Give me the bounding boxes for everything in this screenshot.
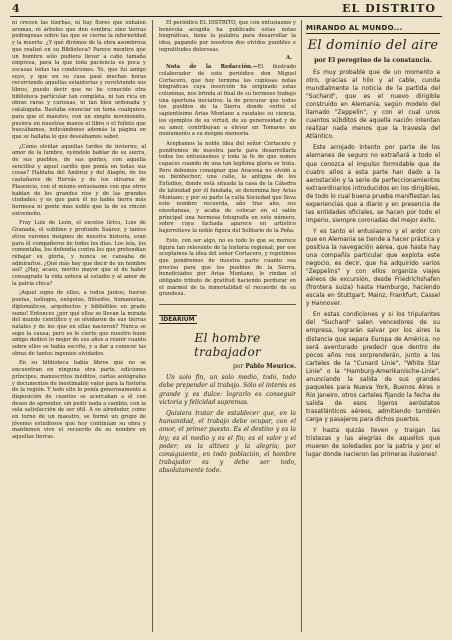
- article-title-dominio-aire: El dominio del aire: [307, 38, 439, 53]
- section-divider: [159, 304, 296, 305]
- col3-paragraph: Este arrojado intento por parte de los alemanes de seguro no extrañará a todo el que conozca el impulso formidable que de cuatro años a esta parte han dado a la aerostación y la serie de perfeccionamientos extraordinarios introducidos en los dirigibles, de todo lo cual buena prueba manifiestan las experiencias que a diario y en presencia de las entidades oficiales, se hacen por todo el imperio, siempre coronadas del mejor éxito.: [306, 145, 440, 224]
- editorial-note-body: El ilustrado colaborador de este periódico don Miguel Cortacero, que hoy termina las copiosas notas biográficas cuya inserción ha originado estas columnas, nos brinda al final de su hermoso trabajo una oportuna iniciativa: la de procurar que todos los pueblos de la Sierra donde vertió el sapientísimo Arias Montano a raudales su ciencia, los ejemplos de su virtud, de su generosidad y de su amor, contribuyan a elevar en Tomares un monumento a su insigne memoria.: [159, 64, 296, 138]
- col1-paragraph: ni crecen las hierbas, ni hay flores que exhalen aromas, ni árboles que den sombra; sino tierras pedregosas sobre las que se cierne la inferioridad y la muerte. ¿Y qué dirémos de la obra asombrosa que realizó en su Biblioteca? Parece mentira que un hombre solo pudiera llevar a cabo tamaña empresa, para la que toda paciencia es poca y escasas todas las condiciones. Yo, que fuí amigo suyo, y que en su casa pasé muchas horas recorriendo aquellas estanterías y revolviendo sus libros, puedo decir que no he conocido otra biblioteca particular tan completa, ni tan rica en obras raras y curiosas, ni tan bien ordenada y catalogada. Bastaba enunciar un tema cualquiera para que el maestro, con un simple movimiento, pusiera en nuestras manos el libro o el folleto que buscábamos, indicándonos además la página en que se hallaba lo que deseábamos saber.: [12, 20, 146, 140]
- mirando-kicker: MIRANDO AL MUNDO...: [306, 24, 440, 34]
- column-2: [159, 20, 296, 632]
- col2-signature: A.: [286, 54, 292, 61]
- column-3: [306, 20, 440, 632]
- byline-prefix: por: [232, 363, 244, 371]
- col3-paragraph: Y hasta quizás lleven y traigan las tristezas y las alegrías de aquellos que mueren de soledades por la patria y por el lugar donde nacieron las primeras ilusiones!: [306, 428, 440, 459]
- idearium-quote: Un solo fin, un solo medio, todo, todo debe prepender al trabajo. Sólo el interés es grande y es dulce: lograrlo es conseguir victoria y felicidad supremas.: [159, 374, 296, 406]
- col3-paragraph: En estas condiciones y si los tripulantes del "Suchard" salen vencedores de su empresa, lograrán salvar por los aires la distancia que separa Europa de América, no será aventurado predecir que dentro de pocos años nos sorprenderán, junto a los carteles de la "Cunard Linie", "White Star Linie" o la "Hamburg-Amerikanische-Linie", anunciando la salida de sus grandes paquetes para Nueva York, Buenos Aires o Río Janeiro, otros carteles fijando la fecha de salida de esos ligeros aeróstatos trasatlánticos aéreos, admitiendo también carga y pasajeros para dichos puertos.: [306, 312, 440, 423]
- article-byline: [159, 363, 296, 370]
- col2-intro-paragraph: El periódico EL DISTRITO, que con entusiasmo y benévola acogida ha publicado estas notas biográficas, tiene la palabra para desarrollar la idea, pagando por nosotros dos olvidos punibles e ingratitudes dolorosas.: [159, 20, 296, 53]
- column-divider-2: [301, 20, 302, 632]
- col1-paragraph: ¿Cómo olvidar aquellas tardes de invierno, al amor de la lumbre, oyéndole hablar de su sierra, de sus pueblos, de sus gentes, con aquella sencillez y aquel cariño que ponía en todas sus cosas? Hablaba del Ambroz y del Alagón, de los castañares de Hervás y de los olivares de Plasencia, con el mismo entusiasmo con que otros hablan de los grandes ríos y de las grandes ciudades; y es que para él no había tierra más hermosa ni gente más noble que la de su rincón extremeño.: [12, 143, 146, 217]
- col1-paragraph: En su biblioteca había libros que no se encuentran en ninguna otra parte, ediciones príncipes, manuscritos inéditos, cartas autógrafas y documentos de inestimable valor para la historia de la región. Y todo ello lo ponía generosamente a disposición de cuantos se acercaban a él con deseo de aprender, sin pedir nada a cambio, con la sola satisfacción de ser útil. A su alrededor, como en torno de un maestro, se formó un grupo de jóvenes estudiosos que hoy continúan su obra y mantienen vivo el recuerdo de su nombre en aquellas tierras.: [12, 360, 146, 441]
- page-header: [10, 2, 442, 16]
- column-divider-1: [152, 20, 153, 632]
- col1-paragraph: Fray Luis de León, el excelso lírico, Luis de Granada, el sublime y profundo Suárez, y tantos otros varones insignes de nuestra historia, eran para él compañeros de todos los días. Los leía, los comentaba, los defendía contra los que pretendían rebajar su gloria, y nunca se cansaba de admirarlos. ¿Qué más hay que decir de un hombre así? ¿Hay, acaso, mérito mayor que el de haber consagrado la vida entera al estudio y al amor de la patria chica?: [12, 220, 146, 287]
- col2-paragraph: Esto, con ser algo, no es todo lo que se merece figura tan relevante de la historia regional; por ese aceptamos la idea del señor Cortacero, y repetimos que pondremos de nuestra parte cuanto sea preciso para que los pueblos de la Sierra, beneficiados por Arias Montano, le rindan el obligado tributo de gratitud haciendo perdurar en el mármol de la inmortalidad el recuerdo de su grandeza.: [159, 237, 296, 298]
- article-title-hombre-trabajador: El hombre trabajador: [193, 331, 262, 360]
- column-1: [12, 20, 146, 632]
- header-rule: [10, 16, 442, 17]
- article-byline-peregrino: por El peregrino de la constancia.: [314, 57, 432, 64]
- editorial-note-lead: Nota de la Redacción.—: [166, 64, 258, 71]
- page-number: 4: [12, 2, 20, 15]
- byline-author: Pablo Meurice.: [245, 363, 296, 371]
- col1-paragraph: ¡Aquel signo de ellos, a todos juntos, fueron poetas, teólogos, exégetas, filósofos, humanistas, diplomáticos, arquitectos y bibliófilos en grado sumo! Entonces ¿por qué ellos se llevan la mirada del mundo científico y se olvidaron de sus tierras natales y de los que en ellas nacieron? Nunca se supo la causa; pero es lo cierto que nuestro buen amigo dedicó lo mejor de sus años a reunir cuanto sobre ellos se había escrito, y a dar a conocer las obras de tantos ingenios olvidados.: [12, 290, 146, 357]
- idearium-kicker: IDEARIUM: [161, 316, 195, 324]
- col3-paragraph: Y es tanto el entusiasmo y el ardor con que en Alemania se tiende a hacer práctica y positiva la navegación aérea, que hasta hay una compañía particular que explota este negocio, es decir, que ha adquirido varios "Zeppelins" y con ellos organiza viajes aéreos de excursión, desde Friedrichshafen (frontera suiza) hasta Hamburgo, haciendo escala en Stuttgart, Mainz, Frankfurt, Cassel y Hannover.: [306, 228, 440, 308]
- col3-paragraph: Es muy probable que de un momento a otro, gracias al hilo y al cable, cunda mundialmente la noticia de la partida del "Suchard", que es el nuevo dirigible construido en Alemania, según modelo del llamado "Zeppelin", y con el cual unos cuantos súbditos de aquella nación intentan realizar nada menos que la travesía del Atlántico.: [306, 70, 440, 141]
- idearium-quote: Quisiera tratar de establecer que, en la humanidad, el trabajo debe ocupar, con el amor, el primer puesto. Es el destino y es la ley; es el medio y es el fin; es el valor y el poder; es la altivez y la alegría; por consiguiente, en todo población, el hombre trabajador es y debe ser todo, absolutamente todo.: [159, 409, 296, 475]
- col2-paragraph: Aceptamos la noble idea del señor Cortacero y pondremos de nuestra parte para desarrollarla todos los entusiasmos y toda la fe de que somos capaces cuando de una tan legítima gloria se trata. Pero debemos consignar que Aracena no olvidó a su bienhechor; una calle, la antigua de los Estudios, donde está situada la casa de la Cátedra de latinidad por él fundada, se denomina hoy Arias Montano; y por su parte la culta Sociedad que lleva este nombre recuerda, año tras año, sus enseñanzas, y acaba de colocar en el salón principal una hermosa fotografía en este número, sobre cuya fachada aparece en artístico bajorrelieve la noble figura del Solitario de la Peña.: [159, 140, 296, 235]
- publication-name: EL DISTRITO: [342, 2, 436, 15]
